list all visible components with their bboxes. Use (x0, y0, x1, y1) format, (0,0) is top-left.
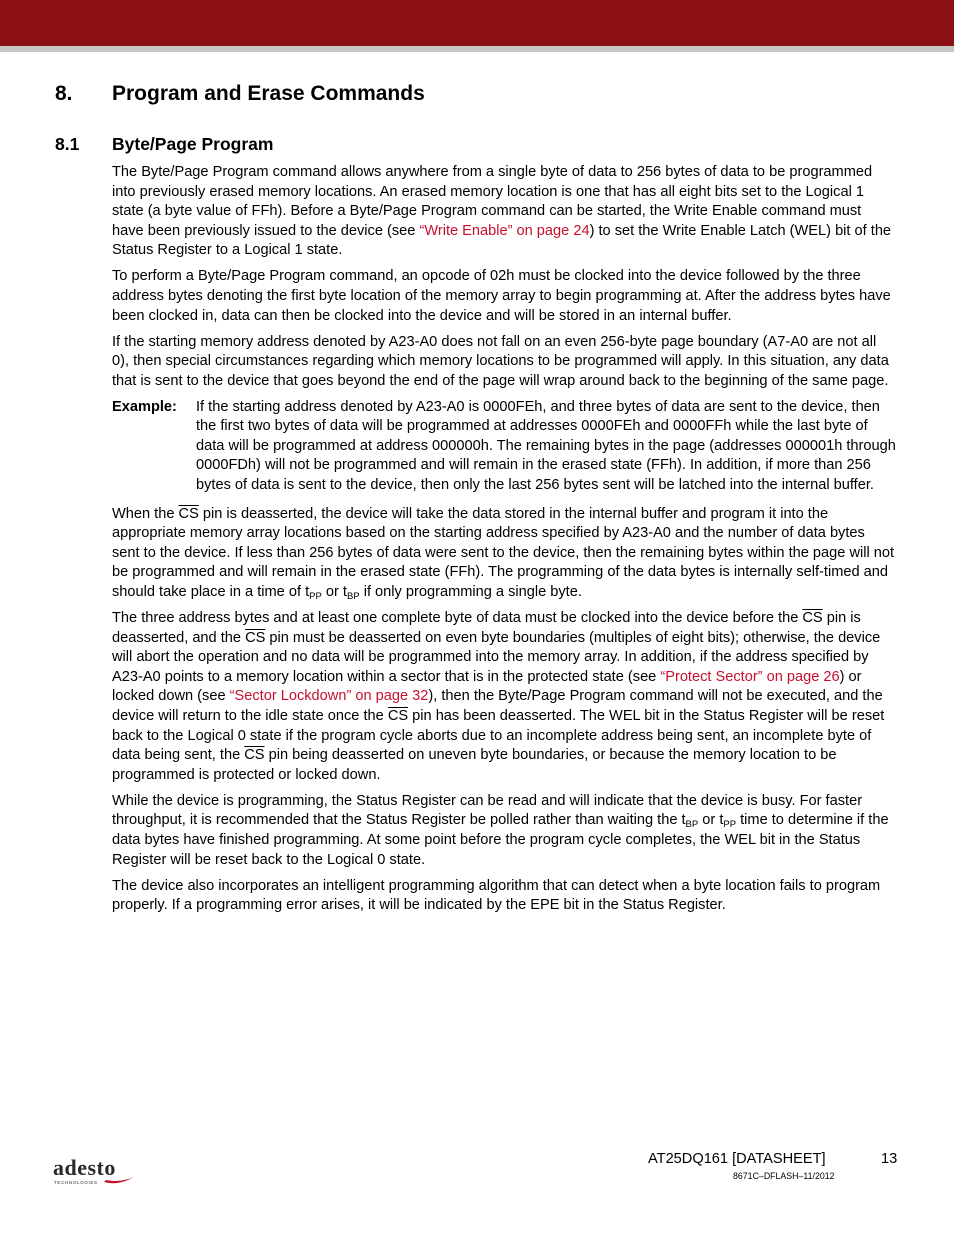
cs-signal: $\overline{CS}$ (802, 610, 823, 627)
paragraph-6: While the device is programming, the Status Register can be read and will indicate that the device is busy. For faster throughput, it is recommended that the Status Register be polled rather than waiting the $t_{BP}$ or $t_{PP}$ time to determine if the data bytes have finished programming. At some point before the program cycle completes, the WEL bit in the Status Register will be reset back to the Logical 0 state. (112, 792, 889, 868)
adesto-logo (52, 1155, 136, 1189)
section-heading (55, 82, 425, 106)
header-bar (0, 0, 954, 46)
body-text (112, 163, 896, 922)
subsection-number: 8.1 (55, 134, 80, 154)
cs-signal: $\overline{CS}$ (387, 708, 409, 724)
cs-signal: $\overline{CS}$ (178, 505, 199, 522)
link-protect-sector[interactable]: “Protect Sector” on page 26 (660, 668, 840, 685)
example-label: Example: (112, 398, 177, 415)
subsection-heading (55, 134, 273, 155)
subsection-title: Byte/Page Program (112, 134, 274, 154)
link-sector-lockdown[interactable]: “Sector Lockdown” on page 32 (229, 688, 429, 705)
cs-signal: $\overline{CS}$ (244, 747, 265, 764)
link-write-enable[interactable]: “Write Enable” on page 24 (419, 222, 590, 239)
logo-swoosh-icon (102, 1173, 136, 1185)
paragraph-3: If the starting memory address denoted by A23-A0 does not fall on an even 256-byte page boundary (A7-A0 are not all 0), then special circumstances regarding which memory locations to be programmed will apply. In this situation, any data that is sent to the device that goes beyond the end of the page will wrap around back to the beginning of the same page. (112, 333, 889, 389)
paragraph-5: The three address bytes and at least one complete byte of data must be clocked into the device before the $\overline{CS}$ pin is deasserted, and the $\overline{CS}$ pin must be deasserted on even byte boundaries (multiples of eight bits); otherwise, the device will abort the operation and no data will be programmed into the memory array. In addition, if the address specified by A23-A0 points to a memory location within a sector that is in the protected state (see “Protect Sector” on page 26) or locked down (see “Sector Lockdown” on page 32), then the Byte/Page Program command will not be executed, and the device will return to the idle state once the $\overline{CS}$ pin has been deasserted. The WEL bit in the Status Register will be reset back to the Logical 0 state if the program cycle aborts due to an incomplete address being sent, an incomplete byte of data being sent, the $\overline{CS}$ pin being deasserted on uneven byte boundaries, or because the memory location to be programmed is protected or locked down. (112, 610, 885, 783)
logo-wordmark: adesto (53, 1155, 116, 1180)
logo-tagline: TECHNOLOGIES (54, 1180, 98, 1185)
section-number: 8. (55, 82, 73, 105)
example-text: If the starting address denoted by A23-A0 is 0000FEh, and three bytes of data are sent to the device, then the first two bytes of data will be programmed at addresses 0000FEh and 0000FFh while the last byte of data will be programmed at address 000000h. The remaining bytes in the page (addresses 000001h through 0000FDh) will not be programmed and will remain in the erased state (FFh). In addition, if more than 256 bytes of data is sent to the device, then only the last 256 bytes sent will be latched into the internal buffer. (196, 398, 896, 494)
footer-page-number: 13 (881, 1151, 898, 1167)
paragraph-2: To perform a Byte/Page Program command, an opcode of 02h must be clocked into the device followed by the three address bytes denoting the first byte location of the memory array to begin programming at. After the address bytes have been clocked in, data can then be clocked into the device and will be stored in an internal buffer. (112, 268, 891, 324)
footer-doc-code: 8671C–DFLASH–11/2012 (733, 1171, 835, 1181)
cs-signal: $\overline{CS}$ (245, 629, 266, 646)
paragraph-7: The device also incorporates an intelligent programming algorithm that can detect when a byte location fails to program properly. If a programming error arises, it will be indicated by the EPE bit in the Status Register. (112, 877, 881, 914)
paragraph-1: The Byte/Page Program command allows anywhere from a single byte of data to 256 bytes of data to be programmed into previously erased memory locations. An erased memory location is one that has all eight bits set to the Logical 1 state (a byte value of FFh). Before a Byte/Page Program command can be started, the Write Enable command must have been previously issued to the device (see “Write Enable” on page 24) to set the Write Enable Latch (WEL) bit of the Status Register to a Logical 1 state. (112, 164, 892, 259)
example-block (112, 398, 896, 496)
footer-doc-title: AT25DQ161 [DATASHEET] (648, 1151, 826, 1167)
paragraph-4: When the $\overline{CS}$ pin is deasserted, the device will take the data stored in the internal buffer and program it into the appropriate memory array locations based on the starting address specified by A23-A0 and the number of data bytes sent to the device. If less than 256 bytes of data were sent to the device, then the remaining bytes within the page will not be programmed and will remain in the erased state (FFh). The programming of the data bytes is internally self-timed and should take place in a time of $t_{PP}$ or $t_{BP}$ if only programming a single byte. (112, 505, 895, 603)
section-title: Program and Erase Commands (112, 82, 425, 105)
header-rule (0, 46, 954, 52)
